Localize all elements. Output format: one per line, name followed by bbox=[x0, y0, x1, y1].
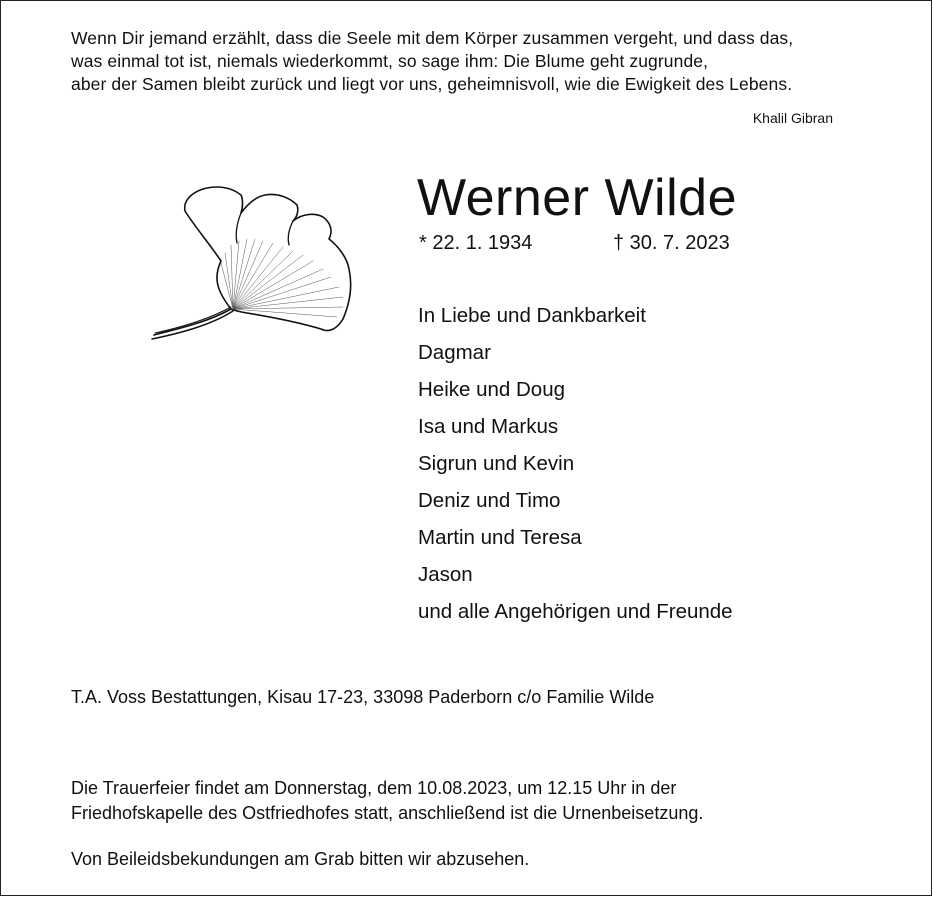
quote-line-1: Wenn Dir jemand erzählt, dass die Seele mit dem Körper zusammen vergeht, und dass das, bbox=[71, 28, 794, 48]
quote-line-2: was einmal tot ist, niemals wiederkommt, so sage ihm: Die Blume geht zugrunde, bbox=[71, 51, 709, 71]
family-member: Martin und Teresa bbox=[418, 526, 582, 549]
family-list bbox=[418, 297, 733, 630]
family-member: Isa und Markus bbox=[418, 415, 559, 438]
family-intro: In Liebe und Dankbarkeit bbox=[418, 304, 646, 327]
quote-line-3: aber der Samen bleibt zurück und liegt vor uns, geheimnisvoll, wie die Ewigkeit des Lebens. bbox=[71, 74, 793, 94]
ceremony-line-2: Friedhofskapelle des Ostfriedhofes statt, anschließend ist die Urnenbeisetzung. bbox=[71, 803, 704, 823]
family-closing: und alle Angehörigen und Freunde bbox=[418, 600, 733, 623]
quote-author: Khalil Gibran bbox=[752, 110, 833, 126]
ginkgo-leaf-icon bbox=[151, 183, 356, 345]
contact-address: T.A. Voss Bestattungen, Kisau 17-23, 33098 Paderborn c/o Familie Wilde bbox=[71, 687, 655, 707]
family-member: Deniz und Timo bbox=[418, 489, 561, 512]
family-member: Sigrun und Kevin bbox=[418, 452, 575, 475]
condolence-note: Von Beileidsbekundungen am Grab bitten wir abzusehen. bbox=[71, 849, 530, 869]
deceased-name: Werner Wilde bbox=[417, 169, 738, 227]
death-date: † 30. 7. 2023 bbox=[613, 232, 730, 254]
birth-date: * 22. 1. 1934 bbox=[419, 232, 533, 254]
ceremony-line-1: Die Trauerfeier findet am Donnerstag, dem 10.08.2023, um 12.15 Uhr in der bbox=[71, 778, 677, 798]
family-member: Jason bbox=[418, 563, 473, 586]
ceremony-info bbox=[71, 776, 703, 826]
family-member: Dagmar bbox=[418, 341, 491, 364]
opening-quote bbox=[71, 27, 861, 96]
family-member: Heike und Doug bbox=[418, 378, 566, 401]
